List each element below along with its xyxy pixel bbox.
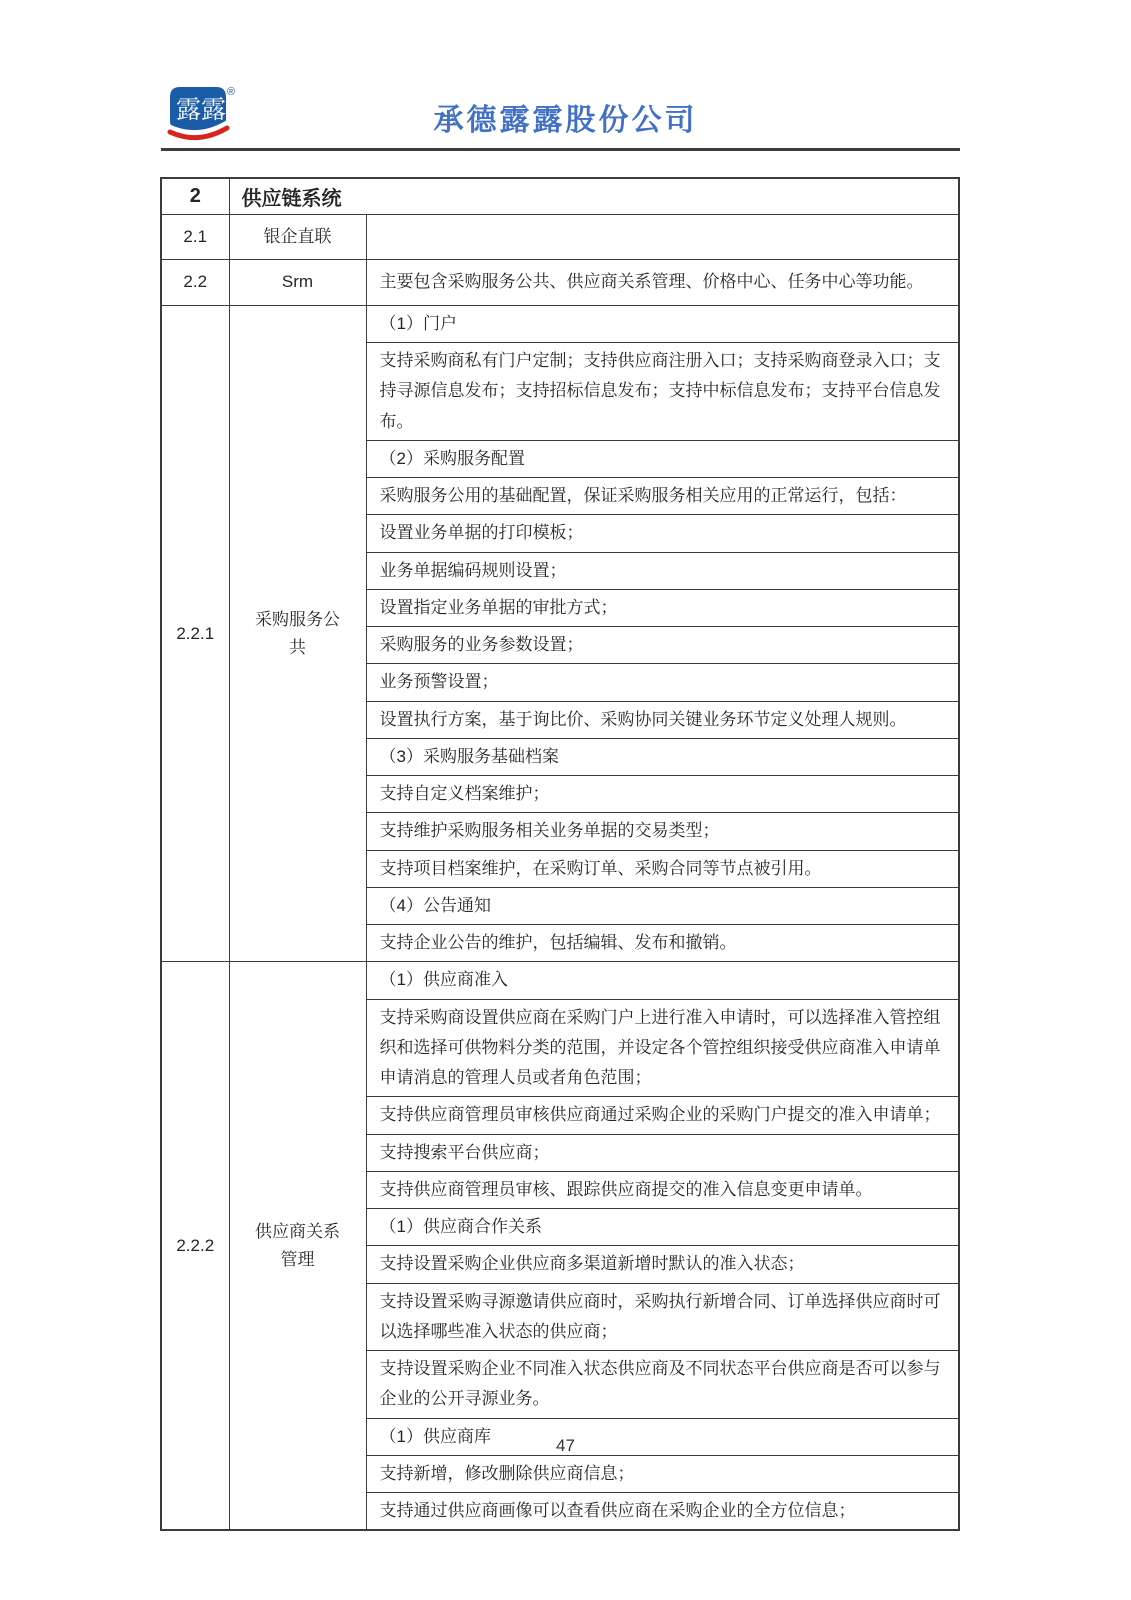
- spec-row: 支持设置采购企业供应商多渠道新增时默认的准入状态；: [367, 1246, 959, 1283]
- header-divider: [161, 148, 960, 151]
- row-number-cell: 2.2.2: [161, 962, 229, 1531]
- spec-row: 支持设置采购企业不同准入状态供应商及不同状态平台供应商是否可以参与企业的公开寻源业务。: [367, 1351, 959, 1419]
- spec-row: 支持设置采购寻源邀请供应商时，采购执行新增合同、订单选择供应商时可以选择哪些准入状态的供应商；: [367, 1284, 959, 1352]
- spec-row: （1）门户: [367, 306, 959, 343]
- table-row: [161, 305, 959, 962]
- spec-content-cell: 主要包含采购服务公共、供应商关系管理、价格中心、任务中心等功能。: [366, 260, 959, 306]
- spec-row: 支持维护采购服务相关业务单据的交易类型；: [367, 813, 959, 850]
- company-name: 承德露露股份公司: [433, 104, 698, 137]
- spec-row: 设置业务单据的打印模板；: [367, 515, 959, 552]
- spec-row: 支持供应商管理员审核、跟踪供应商提交的准入信息变更申请单。: [367, 1172, 959, 1209]
- module-name-label: 供应商关系管理: [254, 1221, 340, 1269]
- spec-row: 支持项目档案维护，在采购订单、采购合同等节点被引用。: [367, 851, 959, 888]
- table-row: [161, 215, 959, 260]
- module-name-cell: Srm: [229, 260, 366, 306]
- spec-row: 支持企业公告的维护，包括编辑、发布和撤销。: [379, 933, 737, 953]
- page-number: 47: [556, 1436, 575, 1455]
- spec-table: [160, 177, 960, 1531]
- spec-row: 设置执行方案，基于询比价、采购协同关键业务环节定义处理人规则。: [367, 702, 959, 739]
- table-row: [161, 260, 959, 306]
- spec-row: 支持采购商私有门户定制；支持供应商注册入口；支持采购商登录入口；支持寻源信息发布；支持招标信息发布；支持中标信息发布；支持平台信息发布。: [367, 343, 959, 441]
- spec-row: （1）供应商准入: [367, 962, 959, 999]
- spec-row: （1）供应商库: [367, 1419, 959, 1456]
- spec-row: （4）公告通知: [367, 888, 959, 925]
- spec-content-cell: [366, 215, 959, 260]
- spec-row: （1）供应商合作关系: [367, 1209, 959, 1246]
- spec-row: 业务单据编码规则设置；: [367, 553, 959, 590]
- spec-row: 支持供应商管理员审核供应商通过采购企业的采购门户提交的准入申请单；: [367, 1097, 959, 1134]
- module-name-cell: 银企直联: [229, 215, 366, 260]
- section-title-cell: 供应链系统: [229, 178, 959, 215]
- row-number-cell: 2: [161, 178, 229, 215]
- spec-row: 支持自定义档案维护；: [367, 776, 959, 813]
- spec-row: 支持新增，修改删除供应商信息；: [367, 1456, 959, 1493]
- logo-text: 露露: [176, 96, 227, 124]
- spec-row: 采购服务的业务参数设置；: [367, 627, 959, 664]
- spec-row: 采购服务公用的基础配置，保证采购服务相关应用的正常运行，包括：: [367, 478, 959, 515]
- spec-row: 支持通过供应商画像可以查看供应商在采购企业的全方位信息；: [379, 1501, 856, 1521]
- spec-row: 设置指定业务单据的审批方式；: [367, 590, 959, 627]
- module-name-cell: [229, 305, 366, 962]
- registered-trademark-icon: ®: [227, 86, 236, 98]
- row-number-cell: 2.2: [161, 260, 229, 306]
- spec-row: 支持搜索平台供应商；: [367, 1135, 959, 1172]
- module-name-label: 采购服务公共: [254, 609, 340, 657]
- spec-row: （3）采购服务基础档案: [367, 739, 959, 776]
- spec-row: 支持采购商设置供应商在采购门户上进行准入申请时，可以选择准入管控组织和选择可供物料分类的范围，并设定各个管控组织接受供应商准入申请单申请消息的管理人员或者角色范围；: [367, 1000, 959, 1098]
- spec-row: （2）采购服务配置: [367, 441, 959, 478]
- row-number-cell: 2.1: [161, 215, 229, 260]
- table-row: [161, 178, 959, 215]
- row-number-cell: 2.2.1: [161, 305, 229, 962]
- spec-items-cell: [366, 305, 959, 962]
- spec-row: 业务预警设置；: [367, 664, 959, 701]
